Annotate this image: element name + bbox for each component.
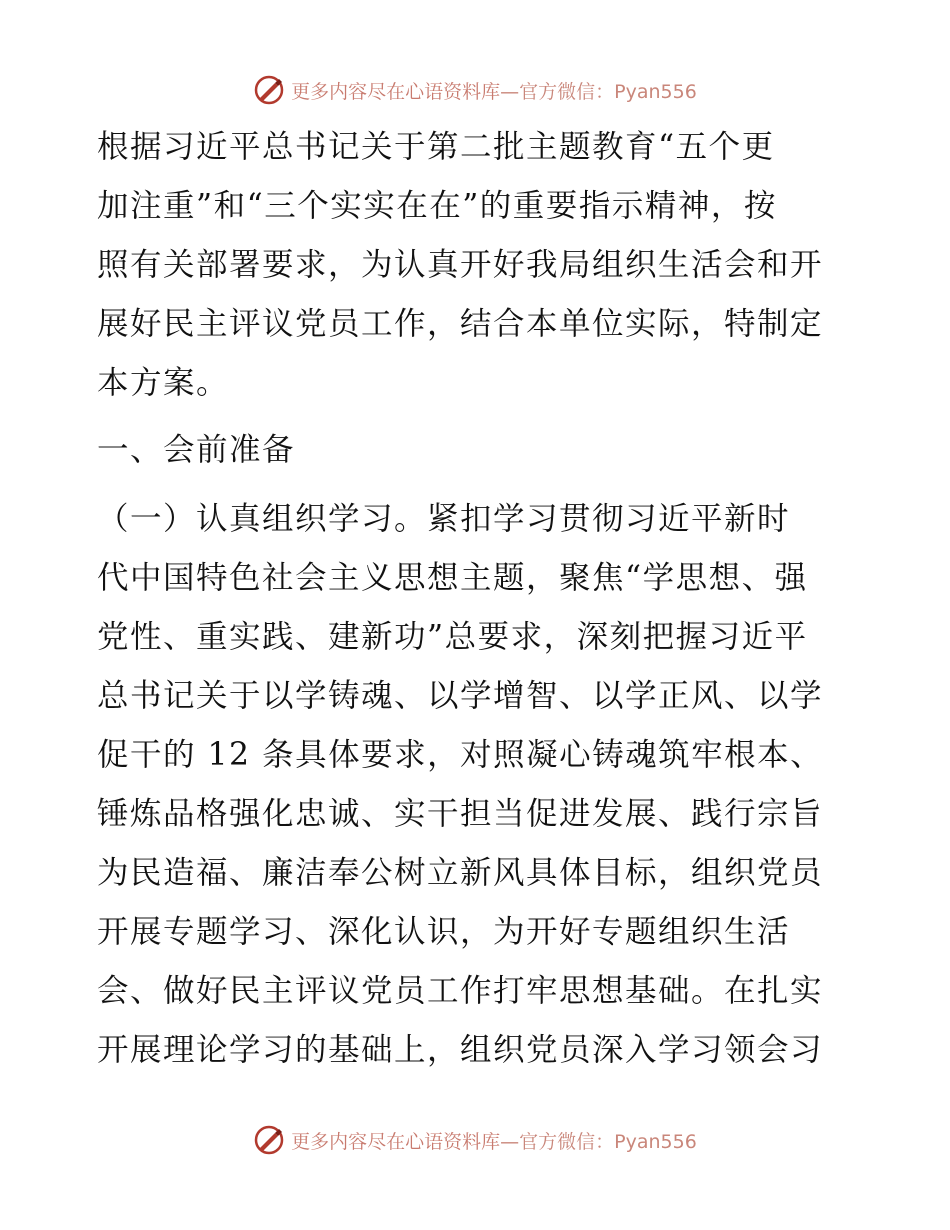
section-heading: [97, 421, 857, 480]
watermark-main: 更多内容尽在心语资料库: [291, 1130, 501, 1153]
text-line: 本方案。: [97, 365, 230, 401]
watermark-header: [0, 70, 950, 110]
watermark-wechat: 官方微信：Pyan556: [519, 80, 697, 103]
watermark-dash: —: [500, 80, 520, 103]
text-line: 锤炼品格强化忠诚、实干担当促进发展、践行宗旨: [97, 796, 824, 832]
text-line: 会、做好民主评议党员工作打牢思想基础。在扎实: [97, 973, 824, 1009]
pen-logo-icon: [253, 1124, 285, 1156]
text-line: （一）认真组织学习。紧扣学习贯彻习近平新时: [97, 501, 791, 537]
heading-line: 一、会前准备: [97, 432, 296, 468]
watermark-footer: [0, 1120, 950, 1160]
document-body: [97, 118, 857, 1080]
text-line: 加注重”和“三个实实在在”的重要指示精神，按: [97, 188, 777, 224]
watermark-dash: —: [500, 1130, 520, 1153]
watermark-text: [291, 1127, 697, 1154]
text-line: 促干的 12 条具体要求，对照凝心铸魂筑牢根本、: [97, 737, 824, 773]
text-line: 总书记关于以学铸魂、以学增智、以学正风、以学: [97, 678, 824, 714]
text-line: 党性、重实践、建新功”总要求，深刻把握习近平: [97, 619, 808, 655]
watermark-text: [291, 77, 697, 104]
text-line: 展好民主评议党员工作，结合本单位实际，特制定: [97, 306, 824, 342]
text-line: 开展专题学习、深化认识，为开好专题组织生活: [97, 914, 791, 950]
intro-paragraph: [97, 118, 857, 413]
watermark-wechat: 官方微信：Pyan556: [519, 1130, 697, 1153]
watermark-main: 更多内容尽在心语资料库: [291, 80, 501, 103]
section-paragraph: [97, 490, 857, 1080]
text-line: 开展理论学习的基础上，组织党员深入学习领会习: [97, 1032, 824, 1068]
pen-logo-icon: [253, 74, 285, 106]
text-line: 代中国特色社会主义思想主题，聚焦“学思想、强: [97, 560, 808, 596]
text-line: 照有关部署要求，为认真开好我局组织生活会和开: [97, 247, 824, 283]
text-line: 为民造福、廉洁奉公树立新风具体目标，组织党员: [97, 855, 824, 891]
text-line: 根据习近平总书记关于第二批主题教育“五个更: [97, 129, 775, 165]
